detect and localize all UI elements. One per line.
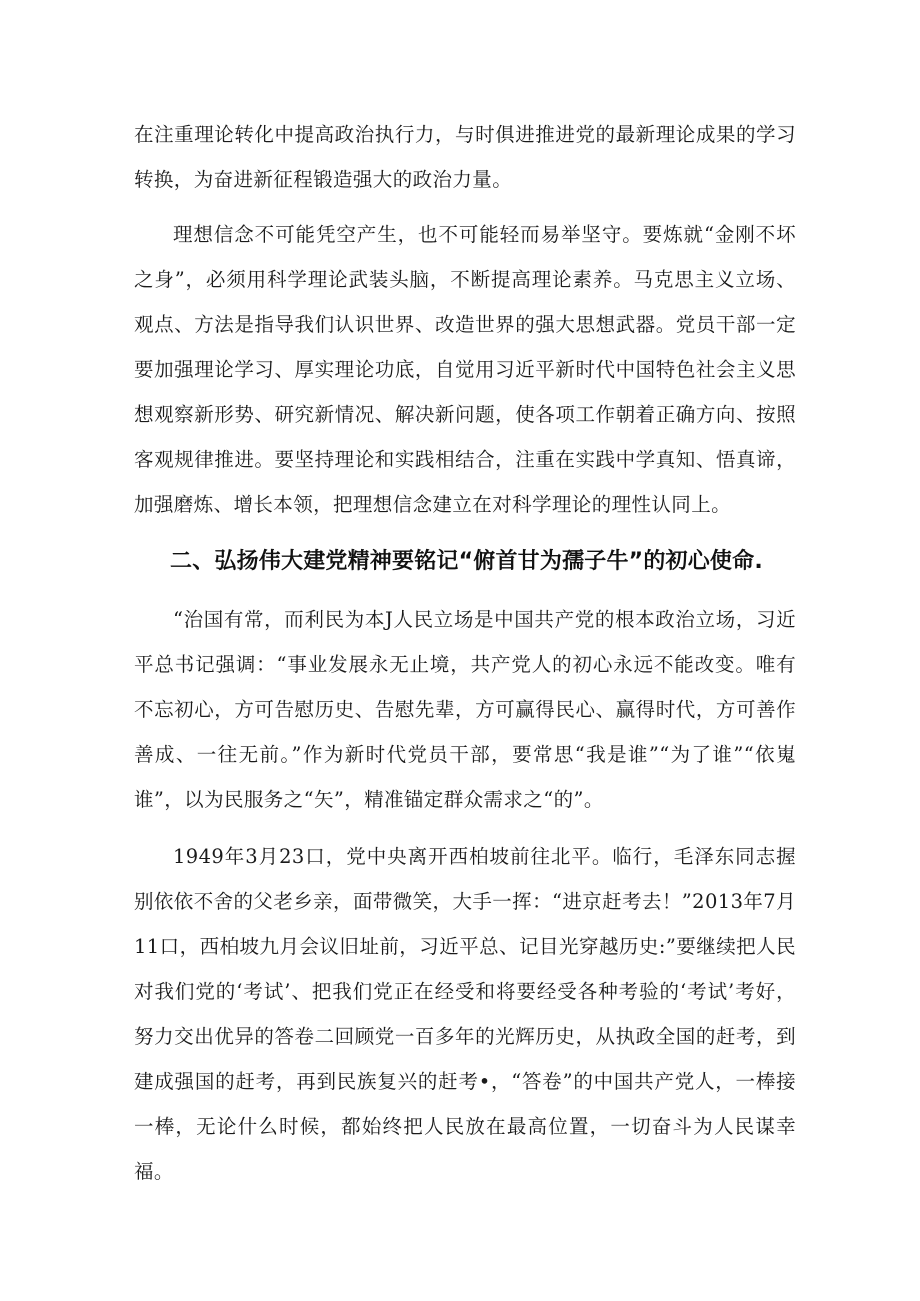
paragraph-3: “治国有常，而利民为本J人民立场是中国共产党的根本政治立场，习近平总书记强调：“事业发展永无止境，共产党人的初心永远不能改变。唯有不忘初心，方可告慰历史、告慰先辈，方可赢得民心、赢得时代，方可善作善成、一往无前。”作为新时代党员干部，要常思“我是谁”“为了谁”“依嵬谁”，以为民服务之“矢”，精准锚定群众需求之“的”。 xyxy=(134,608,796,811)
paragraph-2: 理想信念不可能凭空产生，也不可能轻而易举坚守。要炼就“金刚不坏之身”，必须用科学理论武装头脑，不断提高理论素养。马克思主义立场、观点、方法是指导我们认识世界、改造世界的强大思想武器。党员干部一定要加强理论学习、厚实理论功底，自觉用习近平新时代中国特色社会主义思想观察新形势、研究新情况、解决新问题，使各项工作朝着正确方向、按照客观规律推进。要坚持理论和实践相结合，注重在实践中学真知、悟真谛，加强磨炼、增长本领，把理想信念建立在对科学理论的理性认同上。 xyxy=(134,223,796,516)
document-body xyxy=(134,112,796,1194)
section-heading: 二、弘扬伟大建党精神要铭记“俯首甘为孺子牛”的初心使命. xyxy=(170,549,763,574)
spacer xyxy=(134,527,796,537)
paragraph-4: 1949年3月23口，党中央离开西柏坡前往北平。临行，毛泽东同志握别依依不舍的父老乡亲，面带微笑，大手一挥：“进京赶考去！”2013年7月11口，西柏坡九月会议旧址前，习近平总、记目光穿越历史:”要继续把人民对我们党的‘考试’、把我们党正在经受和将要经受各种考验的‘考试’考好，努力交出优异的答卷二回顾党一百多年的光辉历史，从执政全国的赶考，到建成强国的赶考，再到民族复兴的赶考•，“答卷”的中国共产党人，一棒接一棒，无论什么时候，都始终把人民放在最高位置，一切奋斗为人民谋幸福。 xyxy=(134,845,796,1183)
spacer xyxy=(134,587,796,597)
spacer xyxy=(134,822,796,834)
spacer xyxy=(134,202,796,212)
paragraph-1: 在注重理论转化中提高政治执行力，与时俱进推进党的最新理论成果的学习转换，为奋进新征程锻造强大的政治力量。 xyxy=(134,123,796,191)
